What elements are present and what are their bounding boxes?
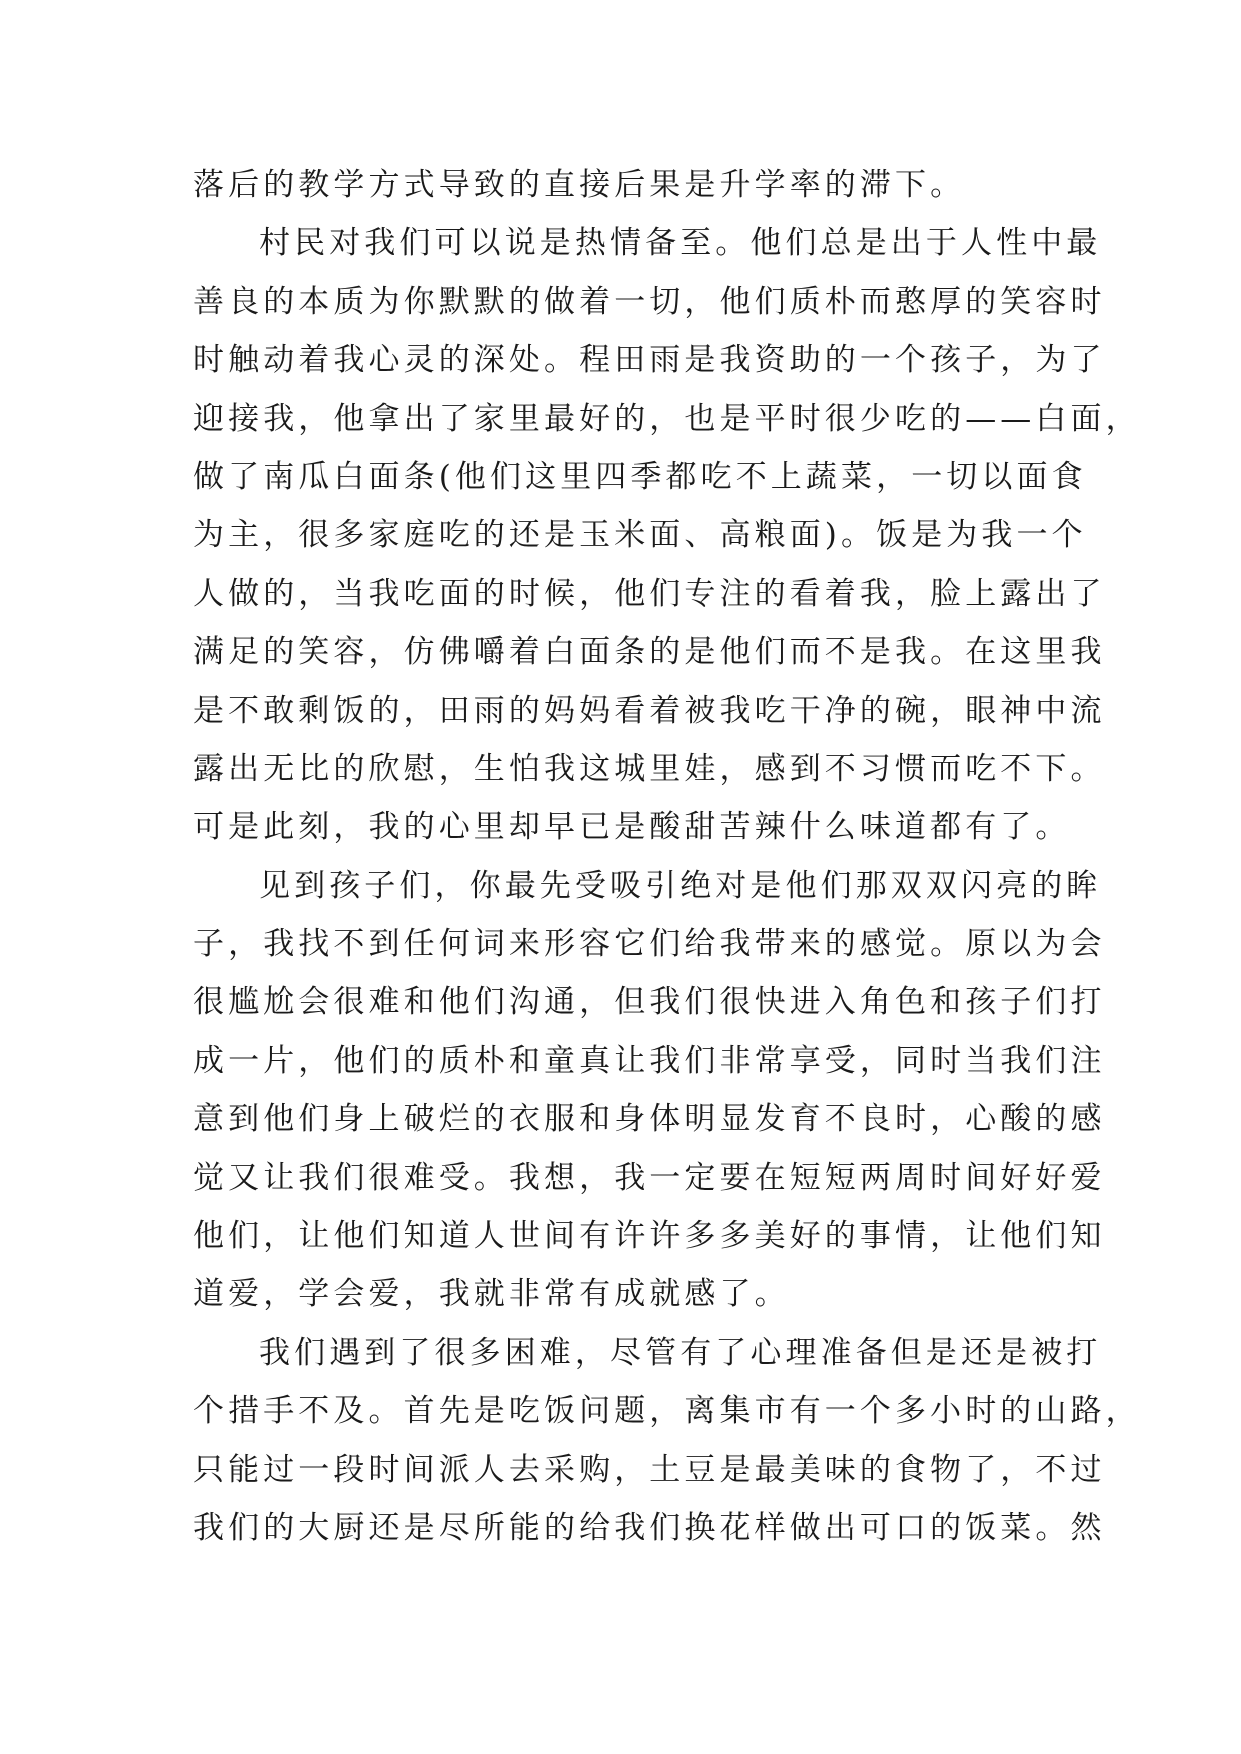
text-line: 他们，让他们知道人世间有许许多多美好的事情，让他们知 (193, 1218, 1106, 1255)
text-line: 可是此刻，我的心里却早已是酸甜苦辣什么味道都有了。 (193, 809, 1071, 846)
text-line: 子，我找不到任何词来形容它们给我带来的感觉。原以为会 (193, 926, 1106, 963)
text-line: 做了南瓜白面条(他们这里四季都吃不上蔬菜，一切以面食 (193, 458, 1087, 495)
text-line: 道爱，学会爱，我就非常有成就感了。 (193, 1276, 790, 1313)
text-line: 觉又让我们很难受。我想，我一定要在短短两周时间好好爱 (193, 1159, 1106, 1196)
text-line: 我们的大厨还是尽所能的给我们换花样做出可口的饭菜。然 (193, 1509, 1106, 1546)
paragraph-start-line: 我们遇到了很多困难，尽管有了心理准备但是还是被打 (259, 1334, 1102, 1371)
document-body (193, 156, 1141, 1557)
text-line: 落后的教学方式导致的直接后果是升学率的滞下。 (193, 167, 966, 203)
text-line: 是不敢剩饭的，田雨的妈妈看着被我吃干净的碗，眼神中流 (193, 692, 1106, 729)
text-line: 很尴尬会很难和他们沟通，但我们很快进入角色和孩子们打 (193, 984, 1106, 1021)
text-line: 为主，很多家庭吃的还是玉米面、高粮面)。饭是为我一个 (193, 517, 1087, 554)
text-line: 个措手不及。首先是吃饭问题，离集市有一个多小时的山路， (193, 1393, 1141, 1430)
text-line: 善良的本质为你默默的做着一切，他们质朴而憨厚的笑容时 (193, 283, 1106, 320)
text-line: 人做的，当我吃面的时候，他们专注的看着我，脸上露出了 (193, 575, 1106, 612)
text-line: 满足的笑容，仿佛嚼着白面条的是他们而不是我。在这里我 (193, 634, 1106, 671)
text-line: 意到他们身上破烂的衣服和身体明显发育不良时，心酸的感 (193, 1101, 1106, 1138)
text-line: 迎接我，他拿出了家里最好的，也是平时很少吃的——白面， (193, 400, 1141, 437)
paragraph-start-line: 村民对我们可以说是热情备至。他们总是出于人性中最 (259, 225, 1102, 262)
paragraph-start-line: 见到孩子们，你最先受吸引绝对是他们那双双闪亮的眸 (259, 867, 1102, 904)
text-line: 露出无比的欣慰，生怕我这城里娃，感到不习惯而吃不下。 (193, 750, 1106, 787)
text-line: 只能过一段时间派人去采购，土豆是最美味的食物了，不过 (193, 1451, 1106, 1488)
text-line: 成一片，他们的质朴和童真让我们非常享受，同时当我们注 (193, 1042, 1106, 1079)
text-line: 时触动着我心灵的深处。程田雨是我资助的一个孩子，为了 (193, 342, 1106, 379)
